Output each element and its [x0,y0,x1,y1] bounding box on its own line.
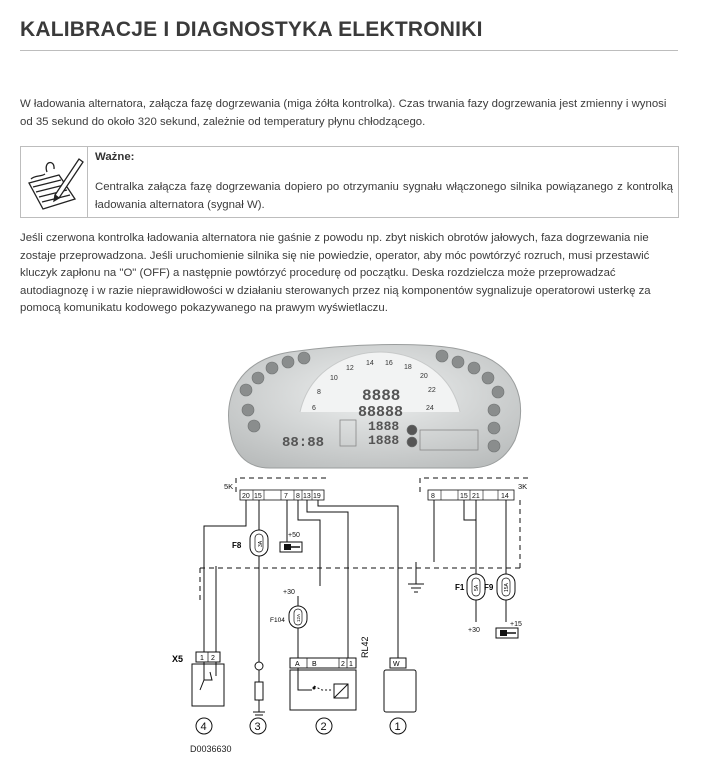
display-top: 8888 [362,387,401,405]
rl42-label: RL42 [360,636,370,658]
note-box [20,146,679,218]
rl42-pin-b: B [312,661,317,668]
connector-5k-label: 5K [224,482,234,491]
fuse-f8-label: F8 [232,541,242,550]
fuse-f9-label: F9 [484,583,494,592]
tacho-tick-6: 6 [312,405,316,412]
5k-pin-19: 19 [313,493,321,500]
component-number-2: 2 [320,721,327,733]
tacho-tick-10: 10 [330,375,338,382]
connector-5k [240,490,324,500]
x5-pin-1: 1 [200,655,204,662]
page-title: KALIBRACJE I DIAGNOSTYKA ELEKTRONIKI [20,18,678,51]
fuse-f1 [455,574,485,600]
key-switch-plus50-icon [280,542,302,552]
alternator-pin-w: W [393,661,400,668]
wiring-diagram [0,330,712,766]
fuse-f8 [232,530,268,556]
instrument-cluster [229,345,521,469]
relay-rl42 [290,636,370,710]
display-fourth: 1888 [368,433,400,448]
rl42-pin-1: 1 [349,661,353,668]
fuse-f8-rating: 3A [258,540,264,547]
rl42-pin-a: A [295,661,300,668]
display-second: 88888 [358,404,404,421]
note-text: Centralka załącza fazę dogrzewania dopiero po otrzymaniu sygnału włączonego silnika powiązanego z kontrolką ładowania alternatora (sygnał W). [95,181,673,211]
display-clock: 88:88 [282,435,325,451]
note-icon-box [21,147,88,217]
fuse-f104 [270,606,307,628]
5k-pin-15: 15 [254,493,262,500]
x5-pin-2: 2 [211,655,215,662]
supply-plus30-f1: +30 [468,627,480,634]
5k-pin-20: 20 [242,493,250,500]
supply-plus30-f104: +30 [283,589,295,596]
component-number-3: 3 [254,721,261,733]
rl42-pin-2: 2 [341,661,345,668]
5k-pin-13: 13 [303,493,311,500]
supply-plus15: +15 [510,621,522,628]
connector-3k-label: 3K [518,482,528,491]
3k-pin-14: 14 [501,493,509,500]
tacho-tick-20: 20 [420,373,428,380]
tacho-tick-22: 22 [428,387,436,394]
5k-pin-7: 7 [284,493,288,500]
detail-paragraph: Jeśli czerwona kontrolka ładowania alternatora nie gaśnie z powodu np. zbyt niskich obrotów jałowych, faza dogrzewania nie zostaje przeprowadzona. Jeśli uruchomienie silnika się nie powiedzie, operator, aby móc powtórzyć rozruch, musi przestawić kluczyk zapłonu na "O" (OFF) a następnie powtórzyć procedurę od początku. Deska rozdzielcza może przeprowadzać autodiagnozę i w razie nieprawidłowości w działaniu sterowanych przez nią komponentów sygnalizuje operatorowi usterkę za pomocą komunikatu kodowego pokazywanego na prawym wyświetlaczu. [20,232,651,315]
component-number-4: 4 [200,721,207,733]
tacho-tick-8: 8 [317,389,321,396]
fuse-f1-rating: 5A [474,584,480,591]
x5-label: X5 [172,654,184,664]
component-number-1: 1 [394,721,401,733]
intro-paragraph: W ładowania alternatora, załącza fazę dogrzewania (miga żółta kontrolka). Czas trwania fazy dogrzewania jest zmienny i wynosi od 35 sekund do około 320 sekund, zależnie od temperatury płynu chłodzącego. [20,98,667,128]
fuse-f104-rating: 12A [296,613,301,622]
note-title: Ważne: [95,151,135,163]
fuse-f104-label: F104 [270,617,285,624]
tacho-tick-24: 24 [426,405,434,412]
tacho-tick-18: 18 [404,364,412,371]
display-third: 1888 [368,419,400,434]
fuse-f9 [484,574,515,600]
supply-plus50: +50 [288,532,300,539]
5k-pin-8: 8 [296,493,300,500]
tacho-tick-16: 16 [385,360,393,367]
3k-pin-21: 21 [472,493,480,500]
fuse-f1-label: F1 [455,583,465,592]
figure-code: D0036630 [190,744,232,754]
key-switch-plus15-icon [496,628,518,638]
3k-pin-15: 15 [460,493,468,500]
3k-pin-8: 8 [431,493,435,500]
component-x5 [172,652,224,706]
fuse-f9-rating: 15A [504,583,510,592]
connector-3k [428,490,514,500]
alternator [384,658,416,712]
tacho-tick-14: 14 [366,360,374,367]
notepad-pen-icon [21,147,87,217]
tacho-tick-12: 12 [346,365,354,372]
